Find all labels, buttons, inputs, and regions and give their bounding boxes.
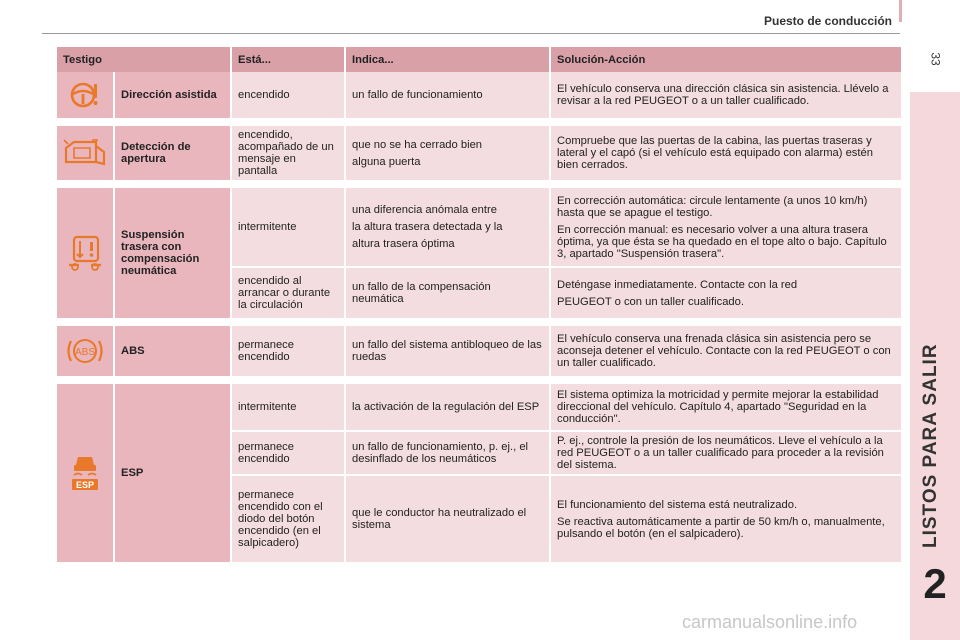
table-row: [57, 318, 903, 376]
solucion-line: En corrección automática: circule lentamente (a unos 10 km/h) hasta que se apague el testigo.: [557, 194, 868, 219]
row-name: ESP: [115, 376, 232, 562]
solucion-line: Deténgase inmediatamente. Contacte con la red: [557, 278, 798, 291]
row-indica: [346, 180, 551, 266]
row-name: Suspensión trasera con compensación neumática: [115, 180, 232, 318]
row-name: Dirección asistida: [115, 72, 232, 118]
row-solucion: El vehículo conserva una frenada clásica sin asistencia pero se aconseja detener el vehículo. Contacte con la red PEUGEOT o con un taller cualificado.: [551, 318, 903, 376]
row-name: Detección de apertura: [115, 118, 232, 180]
icon-cell: [57, 118, 115, 180]
row-indica: un fallo de la compensación neumática: [346, 266, 551, 318]
header-tab: [899, 0, 902, 22]
header-esta: Está...: [232, 47, 346, 72]
row-esta: intermitente: [232, 180, 346, 266]
row-solucion: El vehículo conserva una dirección clásica sin asistencia. Llévelo a revisar a la red PEUGEOT o a un taller cualificado.: [551, 72, 903, 118]
indica-line: alguna puerta: [352, 155, 421, 168]
row-indica: un fallo del sistema antibloqueo de las ruedas: [346, 318, 551, 376]
row-solucion: Compruebe que las puertas de la cabina, las puertas traseras y lateral y el capó (si el vehículo está equipado con alarma) estén bien cerrados.: [551, 118, 903, 180]
indica-line: que no se ha cerrado bien: [352, 138, 483, 151]
row-esta: encendido: [232, 72, 346, 118]
row-esta: intermitente: [232, 376, 346, 430]
table-header-row: [57, 47, 903, 72]
table-row: [57, 376, 903, 430]
row-indica: un fallo de funcionamiento: [346, 72, 551, 118]
icon-cell: [57, 72, 115, 118]
icon-cell: [57, 180, 115, 318]
indica-line: una diferencia anómala entre: [352, 204, 497, 216]
esp-icon: [65, 453, 105, 493]
solucion-line: Se reactiva automáticamente a partir de 50 km/h o, manualmente, pulsando el botón (en el salpicadero).: [557, 515, 885, 540]
row-solucion: [551, 180, 903, 266]
header-testigo: Testigo: [57, 47, 232, 72]
solucion-line: PEUGEOT o con un taller cualificado.: [557, 295, 744, 308]
section-label: LISTOS PARA SALIR: [920, 343, 941, 548]
solucion-line: En corrección manual: es necesario volver a una altura trasera óptima, ya que ésta se ha quedado en el tope alto o bajo. Capítulo 3, apartado "Suspensión trasera".: [557, 223, 887, 260]
side-tab: [910, 0, 960, 640]
row-esta: permanece encendido: [232, 318, 346, 376]
header-divider: [42, 33, 900, 34]
abs-icon: [63, 334, 107, 368]
row-solucion: El sistema optimiza la motricidad y permite mejorar la estabilidad direccional del vehículo. Capítulo 4, apartado "Seguridad en la conducción".: [551, 376, 903, 430]
icon-cell: [57, 318, 115, 376]
page-header-title: Puesto de conducción: [763, 14, 892, 28]
indica-line: altura trasera óptima: [352, 238, 455, 250]
rear-suspension-warning-icon: [65, 233, 105, 273]
icon-cell: [57, 376, 115, 562]
row-solucion: [551, 474, 903, 562]
esp-icon-text: ESP: [75, 480, 95, 490]
row-indica: que le conductor ha neutralizado el sistema: [346, 474, 551, 562]
row-esta: permanece encendido con el diodo del botón encendido (en el salpicadero): [232, 474, 346, 562]
row-indica: un fallo de funcionamiento, p. ej., el desinflado de los neumáticos: [346, 430, 551, 474]
power-steering-warning-icon: [63, 80, 107, 110]
solucion-line: El funcionamiento del sistema está neutralizado.: [557, 498, 798, 511]
row-name: ABS: [115, 318, 232, 376]
row-indica: la activación de la regulación del ESP: [346, 376, 551, 430]
door-open-warning-icon: [62, 138, 108, 168]
footer-watermark: carmanualsonline.info: [682, 612, 858, 632]
warning-lights-table: [57, 47, 903, 562]
row-esta: encendido al arrancar o durante la circulación: [232, 266, 346, 318]
table-row: [57, 180, 903, 266]
row-esta: encendido, acompañado de un mensaje en pantalla: [232, 118, 346, 180]
row-indica: [346, 118, 551, 180]
abs-icon-text: ABS: [74, 347, 96, 358]
indica-line: la altura trasera detectada y la: [352, 221, 503, 233]
chapter-number: 2: [923, 560, 947, 607]
row-solucion: [551, 266, 903, 318]
header-indica: Indica...: [346, 47, 551, 72]
table-row: [57, 72, 903, 118]
header-solucion: Solución-Acción: [551, 47, 903, 72]
row-solucion: P. ej., controle la presión de los neumáticos. Lleve el vehículo a la red PEUGEOT o a un taller cualificado para proceder a la revisión del sistema.: [551, 430, 903, 474]
table-row: [57, 118, 903, 180]
row-esta: permanece encendido: [232, 430, 346, 474]
page-number: 33: [928, 52, 943, 66]
